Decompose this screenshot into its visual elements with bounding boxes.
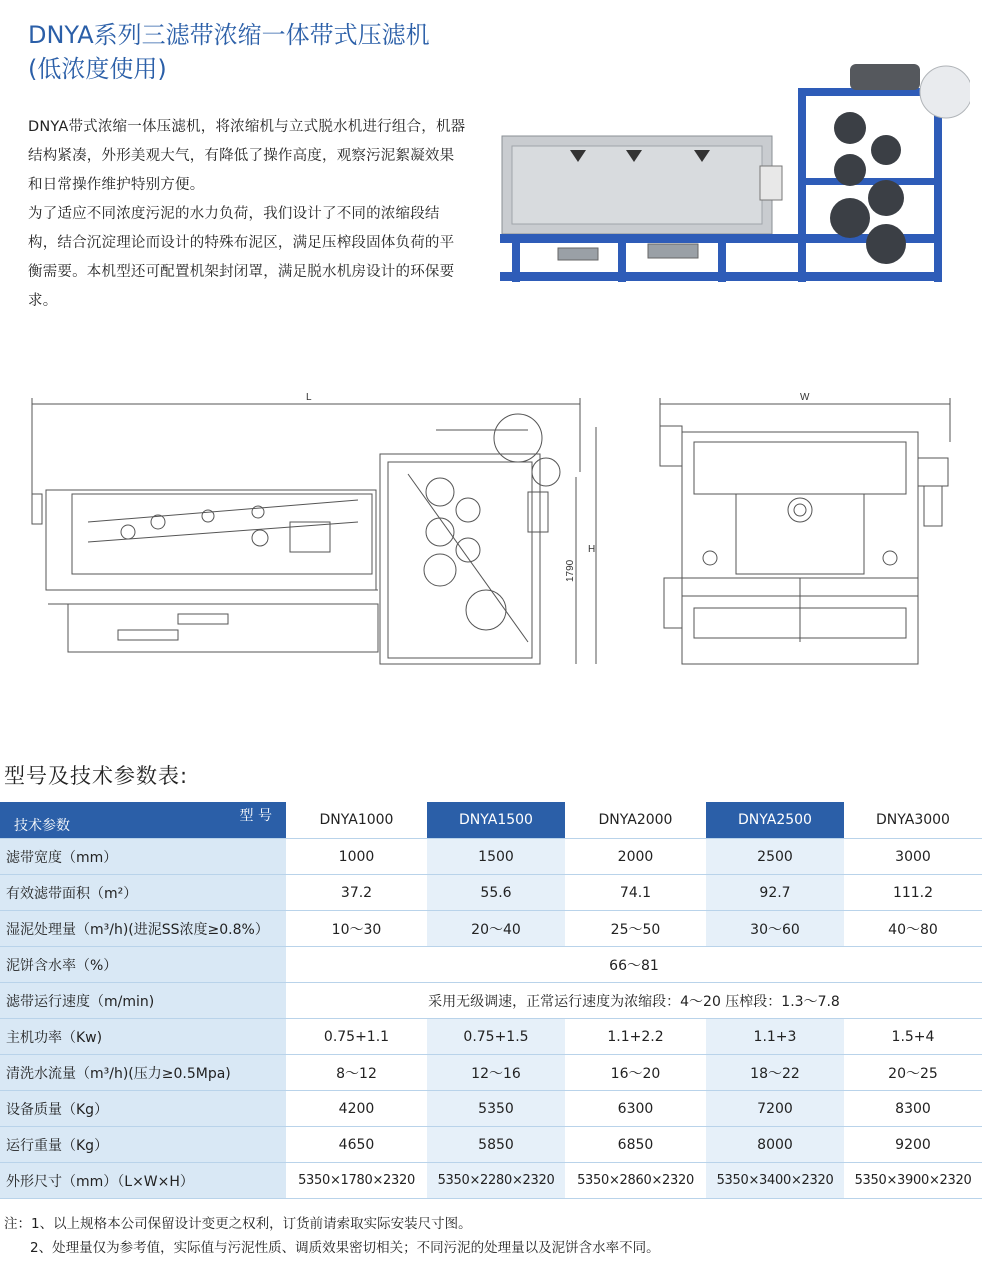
table-cell: 9200 — [844, 1127, 982, 1163]
table-cell: 7200 — [706, 1091, 844, 1127]
table-cell: 1.1+2.2 — [565, 1019, 706, 1055]
note-1: 注：1、以上规格本公司保留设计变更之权利，订货前请索取实际安装尺寸图。 — [4, 1216, 472, 1232]
table-cell: 3000 — [844, 839, 982, 875]
table-cell: 5350×2860×2320 — [565, 1163, 706, 1199]
table-row — [0, 1127, 982, 1163]
dim-L: L — [306, 392, 312, 403]
table-cell: 111.2 — [844, 875, 982, 911]
table-cell: 1.5+4 — [844, 1019, 982, 1055]
table-row — [0, 875, 982, 911]
table-cell: 92.7 — [706, 875, 844, 911]
table-cell: 25～50 — [565, 911, 706, 947]
dim-1790: 1790 — [565, 559, 576, 582]
table-row — [0, 911, 982, 947]
row-label: 清洗水流量（m³/h)(压力≥0.5Mpa) — [0, 1055, 286, 1091]
table-cell: 0.75+1.1 — [286, 1019, 427, 1055]
header-param-label: 技术参数 — [14, 818, 70, 834]
note-2: 2、处理量仅为参考值，实际值与污泥性质、调质效果密切相关；不同污泥的处理量以及泥饼含水率不同。 — [30, 1240, 660, 1256]
intro-text — [28, 113, 468, 316]
title-line2: (低浓度使用) — [28, 55, 167, 83]
table-cell: 5350×2280×2320 — [427, 1163, 565, 1199]
table-cell: 4200 — [286, 1091, 427, 1127]
model-header: DNYA2500 — [706, 802, 844, 839]
table-cell: 74.1 — [565, 875, 706, 911]
table-cell: 0.75+1.5 — [427, 1019, 565, 1055]
product-photo — [498, 58, 970, 292]
table-cell: 40～80 — [844, 911, 982, 947]
table-cell: 8300 — [844, 1091, 982, 1127]
table-cell: 5350 — [427, 1091, 565, 1127]
table-cell-span: 采用无级调速，正常运行速度为浓缩段：4～20 压榨段：1.3～7.8 — [286, 983, 982, 1019]
table-cell: 8000 — [706, 1127, 844, 1163]
table-row — [0, 1163, 982, 1199]
table-cell: 20～40 — [427, 911, 565, 947]
table-cell: 1.1+3 — [706, 1019, 844, 1055]
table-cell: 55.6 — [427, 875, 565, 911]
table-cell: 6300 — [565, 1091, 706, 1127]
table-cell: 18～22 — [706, 1055, 844, 1091]
table-cell: 4650 — [286, 1127, 427, 1163]
table-cell: 5350×3900×2320 — [844, 1163, 982, 1199]
spec-table-title: 型号及技术参数表: — [4, 764, 189, 788]
table-row — [0, 1019, 982, 1055]
model-header: DNYA1500 — [427, 802, 565, 839]
table-cell: 1500 — [427, 839, 565, 875]
table-row — [0, 839, 982, 875]
table-row — [0, 983, 982, 1019]
header-corner-cell — [0, 802, 286, 839]
table-cell-span: 66～81 — [286, 947, 982, 983]
row-label: 主机功率（Kw) — [0, 1019, 286, 1055]
table-cell: 2500 — [706, 839, 844, 875]
row-label: 湿泥处理量（m³/h)(进泥SS浓度≥0.8%） — [0, 911, 286, 947]
intro-paragraph-2: 为了适应不同浓度污泥的水力负荷，我们设计了不同的浓缩段结构，结合沉淀理论而设计的特殊布泥区，满足压榨段固体负荷的平衡需要。本机型还可配置机架封闭罩，满足脱水机房设计的环保要求。 — [28, 206, 455, 309]
table-cell: 5850 — [427, 1127, 565, 1163]
spec-table — [0, 802, 982, 1199]
table-cell: 10～30 — [286, 911, 427, 947]
table-cell: 5350×3400×2320 — [706, 1163, 844, 1199]
model-header: DNYA2000 — [565, 802, 706, 839]
table-cell: 20～25 — [844, 1055, 982, 1091]
notes — [4, 1212, 964, 1260]
table-cell: 12～16 — [427, 1055, 565, 1091]
page-title — [28, 18, 548, 86]
row-label: 设备质量（Kg） — [0, 1091, 286, 1127]
table-cell: 5350×1780×2320 — [286, 1163, 427, 1199]
row-label: 滤带运行速度（m/min) — [0, 983, 286, 1019]
model-header: DNYA1000 — [286, 802, 427, 839]
dim-W: W — [800, 392, 810, 403]
row-label: 外形尺寸（mm）（L×W×H） — [0, 1163, 286, 1199]
row-label: 有效滤带面积（m²） — [0, 875, 286, 911]
table-cell: 6850 — [565, 1127, 706, 1163]
row-label: 泥饼含水率（%） — [0, 947, 286, 983]
table-row — [0, 1055, 982, 1091]
side-view-drawing — [28, 382, 598, 682]
table-row — [0, 947, 982, 983]
table-row — [0, 1091, 982, 1127]
table-cell: 1000 — [286, 839, 427, 875]
row-label: 滤带宽度（mm） — [0, 839, 286, 875]
title-line1: DNYA系列三滤带浓缩一体带式压滤机 — [28, 21, 430, 49]
table-cell: 37.2 — [286, 875, 427, 911]
table-cell: 8～12 — [286, 1055, 427, 1091]
model-header: DNYA3000 — [844, 802, 982, 839]
intro-paragraph-1: DNYA带式浓缩一体压滤机，将浓缩机与立式脱水机进行组合，机器结构紧凑，外形美观大气，有降低了操作高度，观察污泥絮凝效果和日常操作维护特别方便。 — [28, 119, 466, 193]
table-cell: 30～60 — [706, 911, 844, 947]
row-label: 运行重量（Kg） — [0, 1127, 286, 1163]
dim-H: H — [588, 544, 596, 555]
table-cell: 2000 — [565, 839, 706, 875]
table-cell: 16～20 — [565, 1055, 706, 1091]
front-view-drawing — [654, 382, 964, 682]
header-model-label: 型 号 — [239, 808, 272, 824]
table-header-row — [0, 802, 982, 839]
